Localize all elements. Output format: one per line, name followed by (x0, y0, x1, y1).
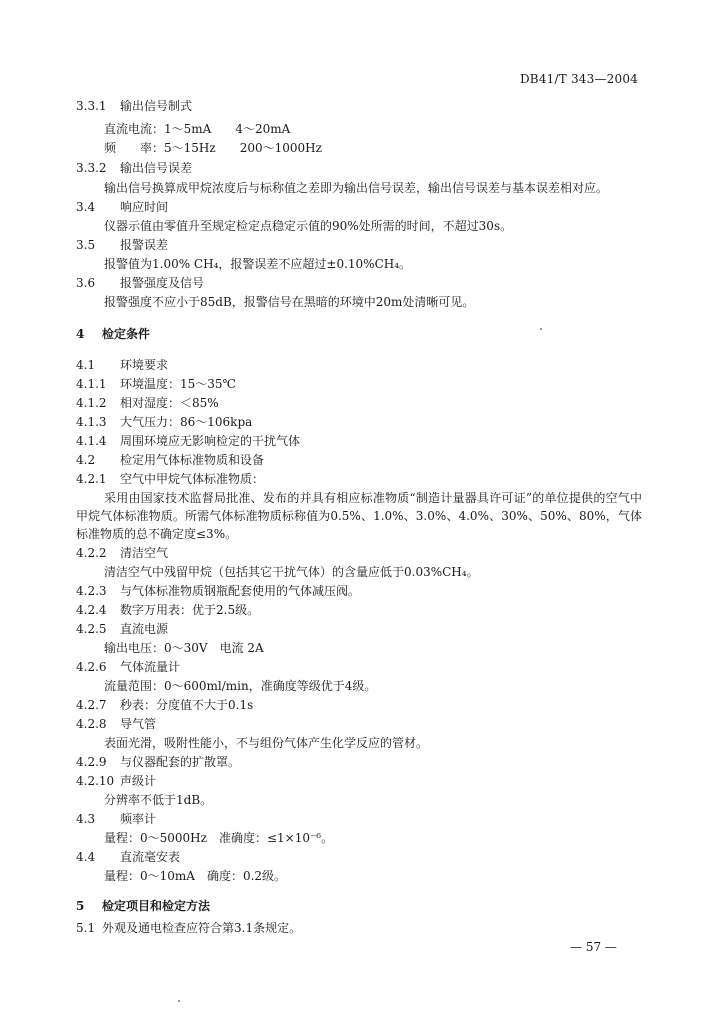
clause-4-1-2: 4.1.2 相对湿度：＜85% (76, 396, 219, 410)
clause-4-2-9: 4.2.9 与仪器配套的扩散罩。 (76, 755, 241, 769)
scan-speck (540, 328, 542, 330)
frequency-meter-text: 量程：0～5000Hz 准确度：≤1×10⁻⁶。 (104, 831, 334, 845)
clause-4-2: 4.2 检定用气体标准物质和设备 (76, 453, 265, 467)
page-number: — 57 — (570, 940, 617, 954)
output-current: 直流电流：1～5mA 4～20mA (104, 122, 291, 136)
output-frequency: 频 率：5～15Hz 200～1000Hz (104, 141, 322, 155)
clause-4-2-4: 4.2.4 数字万用表：优于2.5级。 (76, 603, 260, 617)
clause-5-1: 5.1 外观及通电检查应符合第3.1条规定。 (76, 921, 302, 935)
clause-4-1-4: 4.1.4 周围环境应无影响检定的干扰气体 (76, 434, 301, 448)
clause-4-2-5: 4.2.5 直流电源 (76, 622, 169, 636)
alarm-strength-text: 报警强度不应小于85dB，报警信号在黑暗的环境中20m处清晰可见。 (104, 295, 475, 309)
clause-3-5: 3.5 报警误差 (76, 238, 169, 252)
clause-4-2-7: 4.2.7 秒表：分度值不大于0.1s (76, 698, 254, 712)
clause-4-2-10: 4.2.10 声级计 (76, 774, 157, 788)
clause-4-2-3: 4.2.3 与气体标准物质钢瓶配套使用的气体减压阀。 (76, 584, 361, 598)
standard-code: DB41/T 343—2004 (519, 72, 638, 86)
clause-4-1-3: 4.1.3 大气压力：86～106kpa (76, 415, 253, 429)
section-4-heading: 4 检定条件 (76, 327, 151, 341)
alarm-error-text: 报警值为1.00% CH₄，报警误差不应超过±0.10%CH₄。 (104, 257, 412, 271)
clause-4-1-1: 4.1.1 环境温度：15～35℃ (76, 377, 236, 391)
clause-4-1: 4.1 环境要求 (76, 358, 169, 372)
scan-speck (178, 1000, 180, 1002)
clause-3-6: 3.6 报警强度及信号 (76, 276, 205, 290)
flowmeter-text: 流量范围：0～600ml/min，准确度等级优于4级。 (104, 679, 377, 693)
clean-air-text: 清洁空气中残留甲烷（包括其它干扰气体）的含量应低于0.03%CH₄。 (104, 565, 479, 579)
clause-4-4: 4.4 直流毫安表 (76, 850, 181, 864)
sound-meter-text: 分辨率不低于1dB。 (104, 793, 213, 807)
clause-4-3: 4.3 频率计 (76, 812, 157, 826)
response-time-text: 仪器示值由零值升至规定检定点稳定示值的90%处所需的时间，不超过30s。 (104, 219, 513, 233)
milliammeter-text: 量程：0～10mA 确度：0.2级。 (104, 869, 287, 883)
section-5-heading: 5 检定项目和检定方法 (76, 899, 211, 913)
clause-3-3-2: 3.3.2 输出信号误差 (76, 161, 193, 175)
output-error-text: 输出信号换算成甲烷浓度后与标称值之差即为输出信号误差，输出信号误差与基本误差相对应。 (104, 181, 609, 195)
clause-4-2-2: 4.2.2 清洁空气 (76, 546, 169, 560)
standard-gas-paragraph: 采用由国家技术监督局批准、发布的并具有相应标准物质“制造计量器具许可证”的单位提供的空气中甲烷气体标准物质。所需气体标准物质标称值为0.5%、1.0%、3.0%、4.0%、30%、50%、80%，气体标准物质的总不确定度≤3%。 (76, 491, 642, 541)
clause-4-2-8: 4.2.8 导气管 (76, 717, 157, 731)
clause-4-2-6: 4.2.6 气体流量计 (76, 660, 181, 674)
power-supply-text: 输出电压：0～30V 电流 2A (104, 641, 264, 655)
clause-3-4: 3.4 响应时间 (76, 200, 169, 214)
gas-tube-text: 表面光滑，吸附性能小，不与组份气体产生化学反应的管材。 (104, 736, 429, 750)
clause-4-2-1: 4.2.1 空气中甲烷气体标准物质： (76, 472, 265, 486)
clause-3-3-1: 3.3.1 输出信号制式 (76, 99, 193, 113)
